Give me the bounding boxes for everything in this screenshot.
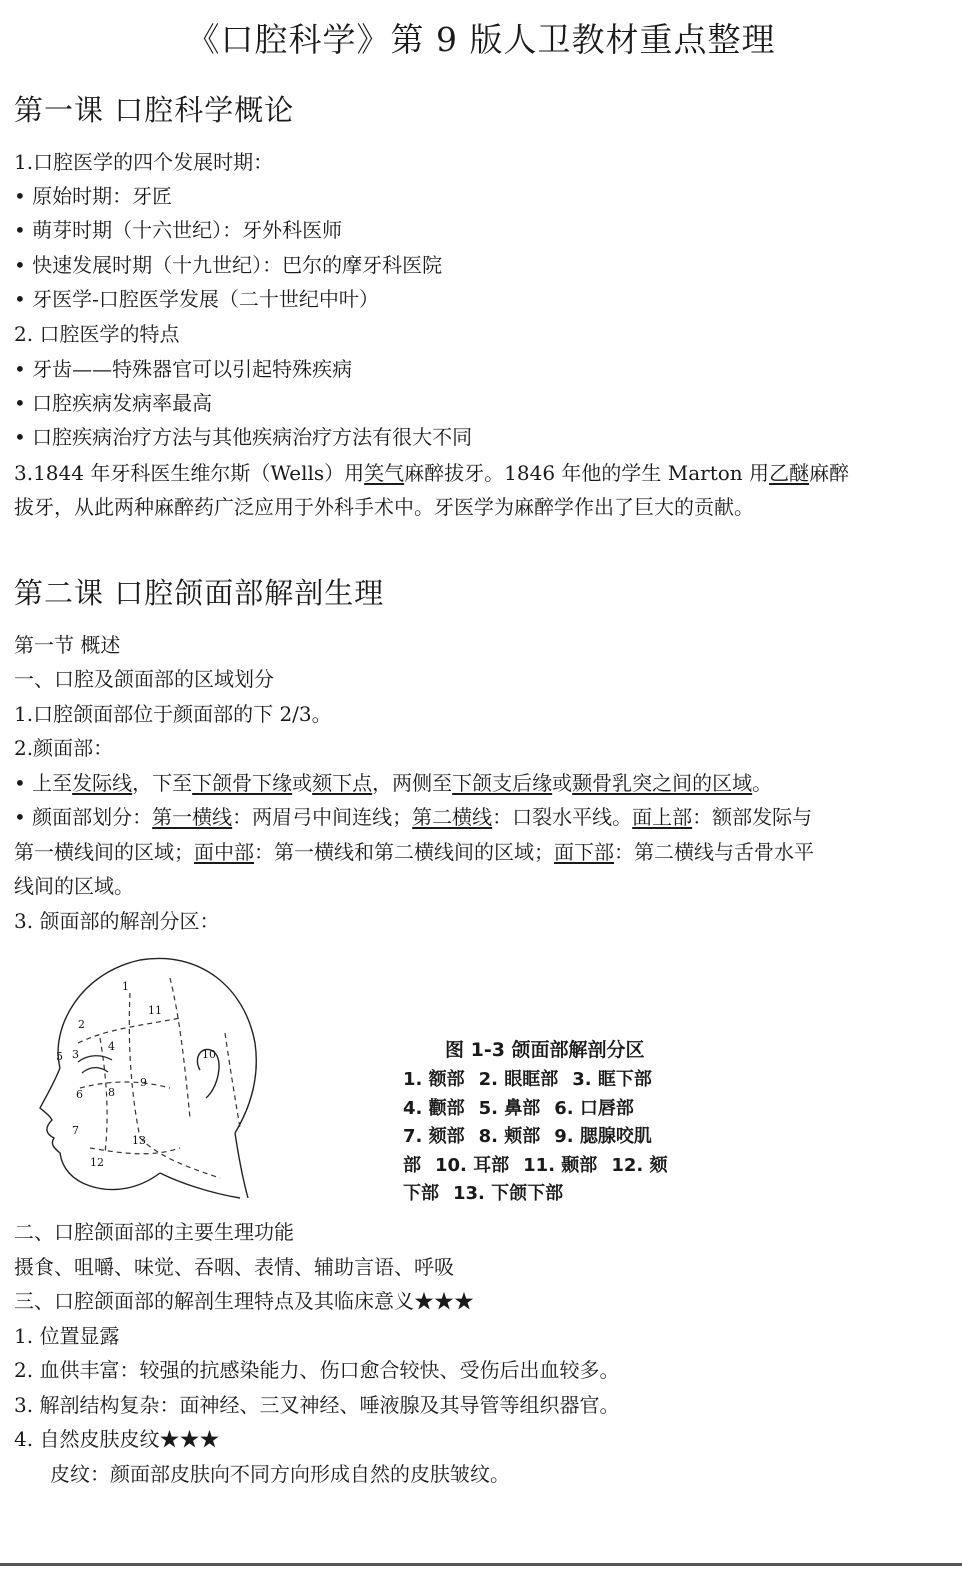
region-line-b <box>129 993 140 1138</box>
p3-text-e: 麻醉 <box>809 461 850 485</box>
region-line-c <box>80 1082 170 1088</box>
sub3-heading: 三、口腔颌面部的解剖生理特点及其临床意义★★★ <box>14 1289 474 1313</box>
b2-u2: 第二横线 <box>412 805 493 829</box>
caption-line <box>403 1123 723 1152</box>
brow-icon <box>78 1056 112 1062</box>
feature-1: 1. 位置显露 <box>14 1324 120 1348</box>
region-line-e <box>90 1148 180 1154</box>
caption-entry: 下部 <box>403 1183 439 1204</box>
p3-underline-ether: 乙醚 <box>769 461 810 485</box>
neck-line <box>160 1173 240 1198</box>
l1-line-1: • 原始时期：牙匠 <box>14 184 173 208</box>
b2-t2: ：两眉弓中间连线； <box>232 805 413 829</box>
sub1-heading: 一、口腔及颌面部的区域划分 <box>14 667 274 691</box>
b1-t1: • 上至 <box>14 771 73 795</box>
p3-text-c: 麻醉拔牙。1846 年他的学生 Marton 用 <box>404 461 770 485</box>
b1-u1: 发际线 <box>72 771 133 795</box>
caption-entry: 部 <box>403 1154 421 1176</box>
caption-entry: 5. 鼻部 <box>478 1097 541 1119</box>
item2: 2.颜面部： <box>14 736 114 760</box>
face-anatomy-figure <box>20 948 300 1200</box>
caption-entry: 2. 眼眶部 <box>478 1069 559 1090</box>
caption-entry: 4. 颧部 <box>403 1097 465 1119</box>
b1-t5: 或 <box>552 771 573 795</box>
bullet-face-boundary <box>14 766 772 800</box>
l1-line-5: 2. 口腔医学的特点 <box>14 322 180 346</box>
region-number-10: 10 <box>202 1048 216 1061</box>
region-number-6: 6 <box>76 1088 83 1101</box>
region-number-8: 8 <box>108 1086 115 1099</box>
b2-u5: 面下部 <box>554 840 614 864</box>
region-number-11: 11 <box>148 1004 162 1017</box>
l1-paragraph-3-line-2: 拔牙，从此两种麻醉药广泛应用于外科手术中。牙医学为麻醉学作出了巨大的贡献。 <box>14 495 754 519</box>
caption-entry: 7. 颏部 <box>403 1126 465 1147</box>
b2-t6: ：第一横线和第二横线间的区域； <box>254 840 554 864</box>
caption-entry: 1. 额部 <box>403 1069 465 1090</box>
p3-text-a: 3.1844 年牙科医生维尔斯（Wells）用 <box>14 461 365 485</box>
region-number-9: 9 <box>140 1076 147 1089</box>
bottom-rule <box>0 1563 962 1566</box>
region-number-1: 1 <box>122 980 129 993</box>
lesson1-heading: 第一课 口腔科学概论 <box>14 93 295 127</box>
neck-back <box>235 1133 248 1198</box>
caption-line <box>403 1066 723 1095</box>
caption-entry: 3. 眶下部 <box>572 1069 652 1090</box>
caption-entry: 6. 口唇部 <box>554 1097 634 1119</box>
region-line-g <box>140 1138 220 1178</box>
b1-u3: 颏下点 <box>312 771 373 795</box>
feature-2: 2. 血供丰富：较强的抗感染能力、伤口愈合较快、受伤后出血较多。 <box>14 1358 620 1382</box>
region-line-f <box>100 1038 107 1153</box>
b1-t2: ，下至 <box>132 771 193 795</box>
region-number-4: 4 <box>108 1040 115 1053</box>
region-number-5: 5 <box>56 1050 63 1063</box>
caption-entry: 8. 颊部 <box>478 1126 541 1147</box>
b2-t1: • 颜面部划分： <box>14 805 153 829</box>
sub2-heading: 二、口腔颌面部的主要生理功能 <box>14 1220 294 1244</box>
skin-note: 皮纹：颜面部皮肤向不同方向形成自然的皮肤皱纹。 <box>50 1462 510 1486</box>
section1-heading: 第一节 概述 <box>14 633 121 657</box>
b1-u2: 下颌骨下缘 <box>192 771 293 795</box>
b2-u4: 面中部 <box>194 840 254 864</box>
caption-line <box>403 1152 723 1181</box>
region-number-12: 12 <box>90 1156 104 1169</box>
lesson2-heading: 第二课 口腔颌面部解剖生理 <box>14 576 385 610</box>
l1-line-4: • 牙医学-口腔医学发展（二十世纪中叶） <box>14 287 379 311</box>
caption-entry: 11. 颞部 <box>523 1154 598 1176</box>
document-title: 《口腔科学》第 9 版人卫教材重点整理 <box>186 20 776 59</box>
caption-line <box>403 1095 723 1124</box>
b1-u4: 下颌支后缘 <box>452 771 553 795</box>
bullet-face-division-line-1 <box>14 800 812 834</box>
l1-line-6: • 牙齿——特殊器官可以引起特殊疾病 <box>14 357 353 381</box>
region-number-13: 13 <box>132 1134 146 1147</box>
b1-t4: ，两侧至 <box>372 771 453 795</box>
feature-4: 4. 自然皮肤皮纹★★★ <box>14 1427 220 1451</box>
caption-lines <box>403 1066 723 1209</box>
b1-t3: 或 <box>292 771 313 795</box>
l1-paragraph-3-line-1 <box>14 456 849 490</box>
l1-line-3: • 快速发展时期（十九世纪）：巴尔的摩牙科医院 <box>14 253 443 277</box>
b2-t5: 第一横线间的区域； <box>14 840 194 864</box>
l1-line-8: • 口腔疾病治疗方法与其他疾病治疗方法有很大不同 <box>14 425 473 449</box>
region-number-7: 7 <box>72 1124 79 1137</box>
l1-line-7: • 口腔疾病发病率最高 <box>14 391 213 415</box>
region-number-2: 2 <box>78 1018 85 1031</box>
region-number-3: 3 <box>72 1048 79 1061</box>
caption-line <box>403 1180 723 1209</box>
l1-line-2: • 萌芽时期（十六世纪）：牙外科医师 <box>14 218 343 242</box>
caption-entry: 12. 颏 <box>611 1154 668 1176</box>
figure-caption <box>403 1036 723 1209</box>
b2-t4: ：额部发际与 <box>692 805 813 829</box>
caption-entry: 13. 下颌下部 <box>453 1183 564 1204</box>
b2-u3: 面上部 <box>632 805 693 829</box>
bullet-face-division-line-2 <box>14 835 814 869</box>
b2-t7: ：第二横线与舌骨水平 <box>614 840 814 864</box>
l1-line-0: 1.口腔医学的四个发展时期： <box>14 150 274 174</box>
item1: 1.口腔颌面部位于颜面部的下 2/3。 <box>14 702 332 726</box>
functions-line: 摄食、咀嚼、味觉、吞咽、表情、辅助言语、呼吸 <box>14 1255 454 1279</box>
region-line-h <box>225 1033 240 1128</box>
feature-3: 3. 解剖结构复杂：面神经、三叉神经、唾液腺及其导管等组织器官。 <box>14 1393 620 1417</box>
caption-title: 图 1-3 颌面部解剖分区 <box>445 1039 645 1061</box>
caption-entry: 10. 耳部 <box>435 1154 510 1176</box>
region-labels <box>56 980 216 1169</box>
item3: 3. 颌面部的解剖分区： <box>14 909 220 933</box>
b2-u1: 第一横线 <box>152 805 233 829</box>
region-line-d <box>170 978 190 1118</box>
b1-t6: 。 <box>752 771 773 795</box>
p3-underline-laughing-gas: 笑气 <box>364 461 405 485</box>
bullet-face-division-line-3: 线间的区域。 <box>14 874 134 898</box>
b2-t3: ：口裂水平线。 <box>492 805 633 829</box>
caption-entry: 9. 腮腺咬肌 <box>554 1126 652 1147</box>
b1-u5: 颞骨乳突之间的区域 <box>572 771 753 795</box>
